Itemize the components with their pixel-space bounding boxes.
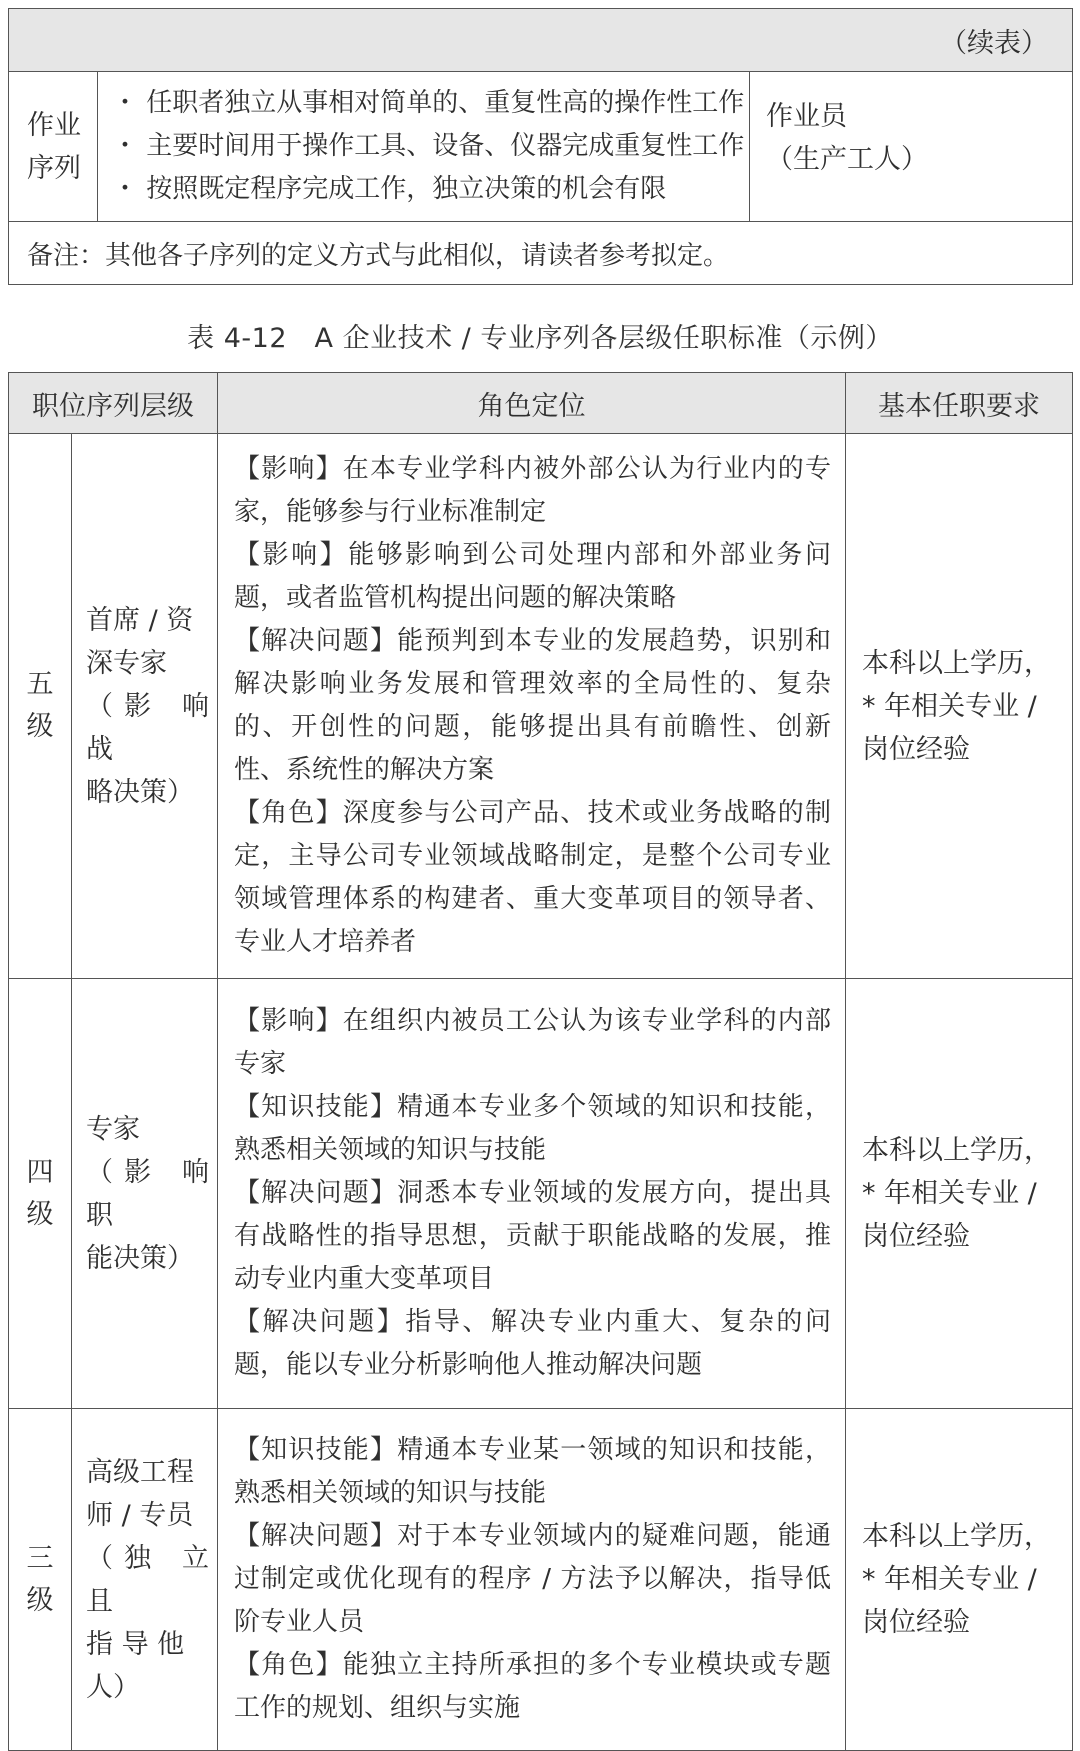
role-description-cell — [218, 979, 846, 1409]
requirements-cell: 本科以上学历， * 年相关专业 / 岗位经验 — [846, 434, 1073, 979]
role-description-cell — [218, 1409, 846, 1751]
continued-table — [8, 8, 1073, 285]
note-row — [9, 222, 1073, 285]
table-row — [9, 979, 1073, 1409]
level-cell: 四 级 — [9, 979, 72, 1409]
role-description-cell — [218, 434, 846, 979]
operation-sequence-row — [9, 72, 1073, 222]
bullet-item: ・ 按照既定程序完成工作，独立决策的机会有限 — [112, 174, 667, 204]
position-cell: 首席 / 资 深专家 （影 响 战 略决策） — [72, 434, 218, 979]
requirements-cell: 本科以上学历， * 年相关专业 / 岗位经验 — [846, 979, 1073, 1409]
sequence-label: 作业 序列 — [9, 72, 98, 222]
description-item: 【影响】在组织内被员工公认为该专业学科的内部专家 — [234, 1006, 831, 1079]
sequence-role: 作业员 （生产工人） — [750, 72, 1073, 222]
bullet-item: ・ 主要时间用于操作工具、设备、仪器完成重复性工作 — [112, 131, 745, 161]
description-item: 【影响】能够影响到公司处理内部和外部业务问题，或者监管机构提出问题的解决策略 — [234, 540, 831, 613]
table-caption: 表 4-12 A 企业技术 / 专业序列各层级任职标准（示例） — [187, 323, 893, 354]
table-row — [9, 1409, 1073, 1751]
header-requirements: 基本任职要求 — [846, 373, 1073, 434]
requirements-cell: 本科以上学历， * 年相关专业 / 岗位经验 — [846, 1409, 1073, 1751]
description-item: 【知识技能】精通本专业某一领域的知识和技能，熟悉相关领域的知识与技能 — [234, 1435, 831, 1508]
table-row — [9, 434, 1073, 979]
level-cell: 五 级 — [9, 434, 72, 979]
description-item: 【解决问题】洞悉本专业领域的发展方向，提出具有战略性的指导思想，贡献于职能战略的发展，推动专业内重大变革项目 — [234, 1178, 831, 1294]
level-cell: 三 级 — [9, 1409, 72, 1751]
bullet-item: ・ 任职者独立从事相对简单的、重复性高的操作性工作 — [112, 88, 745, 118]
note-text: 备注：其他各子序列的定义方式与此相似，请读者参考拟定。 — [9, 222, 1073, 285]
table-header-row — [9, 373, 1073, 434]
description-item: 【解决问题】能预判到本专业的发展趋势，识别和解决影响业务发展和管理效率的全局性的、复杂的、开创性的问题，能够提出具有前瞻性、创新性、系统性的解决方案 — [234, 626, 831, 785]
description-item: 【解决问题】指导、解决专业内重大、复杂的问题，能以专业分析影响他人推动解决问题 — [234, 1307, 831, 1380]
continued-header-row — [9, 9, 1073, 72]
header-role: 角色定位 — [218, 373, 846, 434]
position-cell: 高级工程 师 / 专员 （独 立 且 指 导 他 人） — [72, 1409, 218, 1751]
sequence-bullets — [98, 72, 750, 222]
header-level: 职位序列层级 — [9, 373, 218, 434]
description-item: 【知识技能】精通本专业多个领域的知识和技能，熟悉相关领域的知识与技能 — [234, 1092, 831, 1165]
continued-label: （续表） — [9, 9, 1073, 72]
description-item: 【影响】在本专业学科内被外部公认为行业内的专家，能够参与行业标准制定 — [234, 454, 831, 527]
description-item: 【角色】深度参与公司产品、技术或业务战略的制定，主导公司专业领域战略制定，是整个公司专业领域管理体系的构建者、重大变革项目的领导者、专业人才培养者 — [234, 798, 831, 957]
description-item: 【角色】能独立主持所承担的多个专业模块或专题工作的规划、组织与实施 — [234, 1650, 831, 1723]
position-cell: 专家 （影 响 职 能决策） — [72, 979, 218, 1409]
description-item: 【解决问题】对于本专业领域内的疑难问题，能通过制定或优化现有的程序 / 方法予以解决，指导低阶专业人员 — [234, 1521, 831, 1637]
level-standards-table — [8, 372, 1073, 1751]
